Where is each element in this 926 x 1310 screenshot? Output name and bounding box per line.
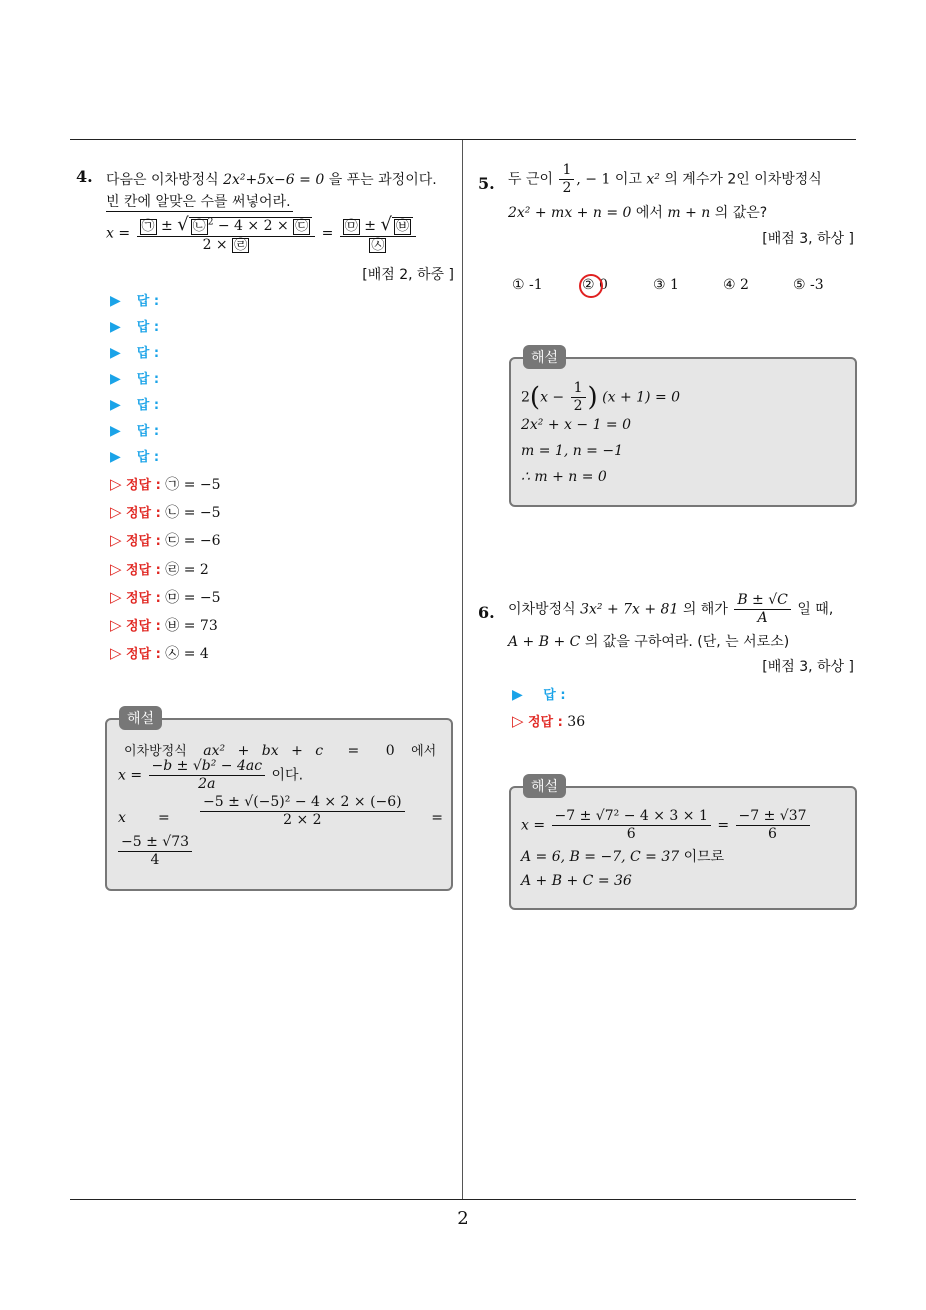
solution-line: 이차방정식 ax² + bx + c = 0 에서 — [124, 743, 437, 759]
play-arrow-icon: ▶ — [110, 319, 121, 335]
solution-tag: 해설 — [523, 774, 566, 798]
blank-box[interactable]: ㉥ — [395, 219, 409, 234]
triangle-outline-icon: ▷ — [110, 587, 122, 606]
choice-option[interactable]: ① -1 — [512, 277, 543, 293]
triangle-outline-icon: ▷ — [110, 559, 122, 578]
question-number: 4. — [76, 167, 93, 186]
correct-answer-row: ▷ 정답 : ㉦ = 4 — [110, 644, 209, 663]
solution-line: 2x² + x − 1 = 0 — [521, 417, 632, 433]
solution-tag: 해설 — [523, 345, 566, 369]
play-arrow-icon: ▶ — [110, 397, 121, 413]
solution-tag: 해설 — [119, 706, 162, 730]
triangle-outline-icon: ▷ — [110, 503, 122, 522]
top-rule — [70, 139, 856, 140]
play-arrow-icon: ▶ — [512, 687, 523, 703]
triangle-outline-icon: ▷ — [110, 475, 122, 493]
bottom-rule — [70, 1199, 856, 1200]
blank-box[interactable]: ㉢ — [295, 219, 309, 234]
play-arrow-icon: ▶ — [110, 449, 121, 465]
solution-line: x = $\frac{\text{−7 ± √7² − 4 × 3 × 1}}{6}$ = $\frac{-7 \pm √37}{6}$ — [521, 808, 812, 843]
solution-line: $\frac{-5 \pm √73}{4}$ — [116, 834, 194, 869]
answer-row[interactable]: ▶ 답 : — [512, 687, 566, 703]
play-arrow-icon: ▶ — [110, 423, 121, 439]
column-divider — [462, 140, 463, 1200]
selected-mark — [579, 274, 603, 298]
blank-box[interactable]: ㉠ — [141, 219, 155, 234]
correct-answer-row: ▷ 정답 : ㉢ = −6 — [110, 531, 221, 550]
choice-option[interactable]: ② 0 — [582, 277, 608, 293]
play-arrow-icon: ▶ — [110, 371, 121, 387]
solution-line: A = 6, B = −7, C = 37 이므로 — [521, 849, 725, 865]
correct-answer-row: ▷ 정답 : ㉤ = −5 — [110, 587, 221, 606]
triangle-outline-icon: ▷ — [110, 616, 122, 634]
answer-row[interactable]: ▶ 답 : — [110, 293, 160, 309]
triangle-outline-icon: ▷ — [110, 531, 122, 550]
play-arrow-icon: ▶ — [110, 345, 121, 361]
correct-answer-row: ▷ 정답 : 36 — [512, 712, 586, 730]
question-text-line2: 2x² + mx + n = 0 에서 m + n 의 값은? — [508, 205, 768, 221]
solution-line: 2(x − $\frac{1}{2}$ ) (x + 1) = 0 — [521, 380, 681, 414]
score-label: [배점 2, 하중 ] — [362, 267, 454, 283]
blank-box[interactable]: ㉣ — [234, 237, 248, 253]
blank-box[interactable]: ㉤ — [344, 219, 358, 234]
answer-row[interactable]: ▶ 답 : — [110, 397, 160, 413]
choice-option[interactable]: ⑤ -3 — [793, 277, 824, 293]
solution-line: x = $\frac{\text{−b ± √b² − 4ac}}{2a}$ 이다. — [118, 758, 304, 792]
blank-box[interactable]: ㉡ — [192, 219, 206, 234]
page-number: 2 — [457, 1208, 469, 1229]
formula: x = $\frac{㉠ \pm √ ㉡ ^2 - 4 \times 2 \times ㉢}{2 \times ㉣}$ = $\frac{㉤ \pm √ ㉥}{㉦}$ — [106, 214, 418, 253]
answer-row[interactable]: ▶ 답 : — [110, 449, 160, 465]
triangle-outline-icon: ▷ — [512, 712, 524, 730]
correct-answer-row: ▷ 정답 : ㉠ = −5 — [110, 475, 221, 493]
question-text-line1: 이차방정식 3x² + 7x + 81 의 해가 $\frac{B \pm √C}{A}$ 일 때, — [508, 592, 834, 626]
solution-line: ∴ m + n = 0 — [521, 469, 607, 485]
correct-answer-row: ▷ 정답 : ㉡ = −5 — [110, 503, 221, 522]
question-text-line1: 다음은 이차방정식 2x²+5x−6 = 0 을 푸는 과정이다. — [106, 172, 437, 188]
score-label: [배점 3, 하상 ] — [762, 659, 854, 675]
play-arrow-icon: ▶ — [110, 293, 121, 309]
answer-row[interactable]: ▶ 답 : — [110, 423, 160, 439]
triangle-outline-icon: ▷ — [110, 644, 122, 663]
answer-row[interactable]: ▶ 답 : — [110, 345, 160, 361]
question-text-line2: A + B + C 의 값을 구하여라. (단, 는 서로소) — [508, 634, 790, 650]
choice-option[interactable]: ③ 1 — [653, 277, 679, 293]
question-number: 6. — [478, 603, 495, 622]
correct-answer-row: ▷ 정답 : ㉥ = 73 — [110, 616, 218, 634]
question-text-line1: 두 근이 $\frac{1}{2}$ , − 1 이고 x² 의 계수가 2인 이차방정식 — [508, 162, 822, 196]
answer-row[interactable]: ▶ 답 : — [110, 319, 160, 335]
solution-line: m = 1, n = −1 — [521, 443, 623, 459]
question-number: 5. — [478, 174, 495, 193]
score-label: [배점 3, 하상 ] — [762, 231, 854, 247]
question-text-line2: 빈 칸에 알맞은 수를 써넣어라. — [106, 191, 293, 212]
solution-line: A + B + C = 36 — [521, 873, 632, 889]
choice-option[interactable]: ④ 2 — [723, 277, 749, 293]
answer-row[interactable]: ▶ 답 : — [110, 371, 160, 387]
correct-answer-row: ▷ 정답 : ㉣ = 2 — [110, 559, 209, 578]
blank-box[interactable]: ㉦ — [371, 237, 385, 253]
